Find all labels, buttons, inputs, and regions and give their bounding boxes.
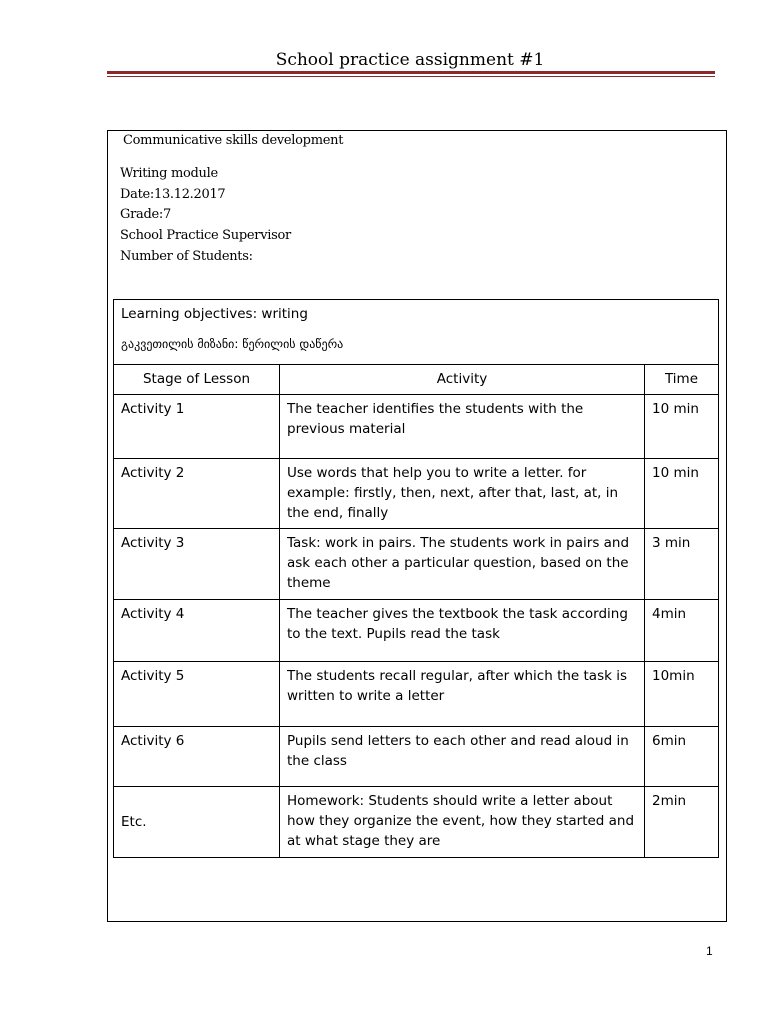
time-cell: 10 min	[645, 459, 719, 529]
objectives-label: Learning objectives: writing	[121, 306, 308, 322]
time-cell: 6min	[645, 727, 719, 787]
header-activity: Activity	[280, 365, 645, 395]
time-cell: 4min	[645, 600, 719, 662]
activity-cell: Task: work in pairs. The students work in pairs and ask each other a particular question, based on the theme	[280, 529, 645, 600]
activity-cell: The teacher gives the textbook the task according to the text. Pupils read the task	[280, 600, 645, 662]
activity-cell: Use words that help you to write a letter. for example: firstly, then, next, after that, last, at, in the end, finally	[280, 459, 645, 529]
grade-line: Grade:7	[120, 207, 171, 222]
activity-cell: Homework: Students should write a letter about how they organize the event, how they started and at what stage they are	[280, 787, 645, 858]
topic-line: Communicative skills development	[123, 133, 344, 148]
stage-cell: Activity 5	[114, 662, 280, 727]
header-rule	[107, 71, 715, 74]
header-time: Time	[645, 365, 719, 395]
stage-cell: Activity 3	[114, 529, 280, 600]
table-row	[114, 529, 719, 600]
time-cell: 2min	[645, 787, 719, 858]
supervisor-line: School Practice Supervisor	[120, 228, 291, 243]
table-row	[114, 787, 719, 858]
table-row	[114, 662, 719, 727]
table-row	[114, 459, 719, 529]
lesson-plan-table	[113, 299, 719, 858]
stage-cell: Activity 1	[114, 395, 280, 459]
time-cell: 3 min	[645, 529, 719, 600]
stage-cell: Activity 2	[114, 459, 280, 529]
stage-cell: Activity 6	[114, 727, 280, 787]
header-rule-thin	[107, 76, 715, 77]
activity-cell: Pupils send letters to each other and read aloud in the class	[280, 727, 645, 787]
page-number: 1	[706, 944, 713, 958]
page-header-title: School practice assignment #1	[275, 50, 545, 70]
activity-cell: The students recall regular, after which the task is written to write a letter	[280, 662, 645, 727]
table-row	[114, 727, 719, 787]
students-line: Number of Students:	[120, 249, 253, 264]
stage-cell: Activity 4	[114, 600, 280, 662]
objectives-georgian: გაკვეთილის მიზანი: წერილის დაწერა	[121, 337, 344, 351]
objectives-cell	[114, 300, 719, 365]
stage-cell: Etc.	[114, 787, 280, 858]
module-line: Writing module	[120, 166, 218, 181]
time-cell: 10 min	[645, 395, 719, 459]
time-cell: 10min	[645, 662, 719, 727]
objectives-row	[114, 300, 719, 365]
header-stage: Stage of Lesson	[114, 365, 280, 395]
date-line: Date:13.12.2017	[120, 187, 226, 202]
table-row	[114, 600, 719, 662]
activity-cell: The teacher identifies the students with the previous material	[280, 395, 645, 459]
table-row	[114, 395, 719, 459]
table-header-row	[114, 365, 719, 395]
